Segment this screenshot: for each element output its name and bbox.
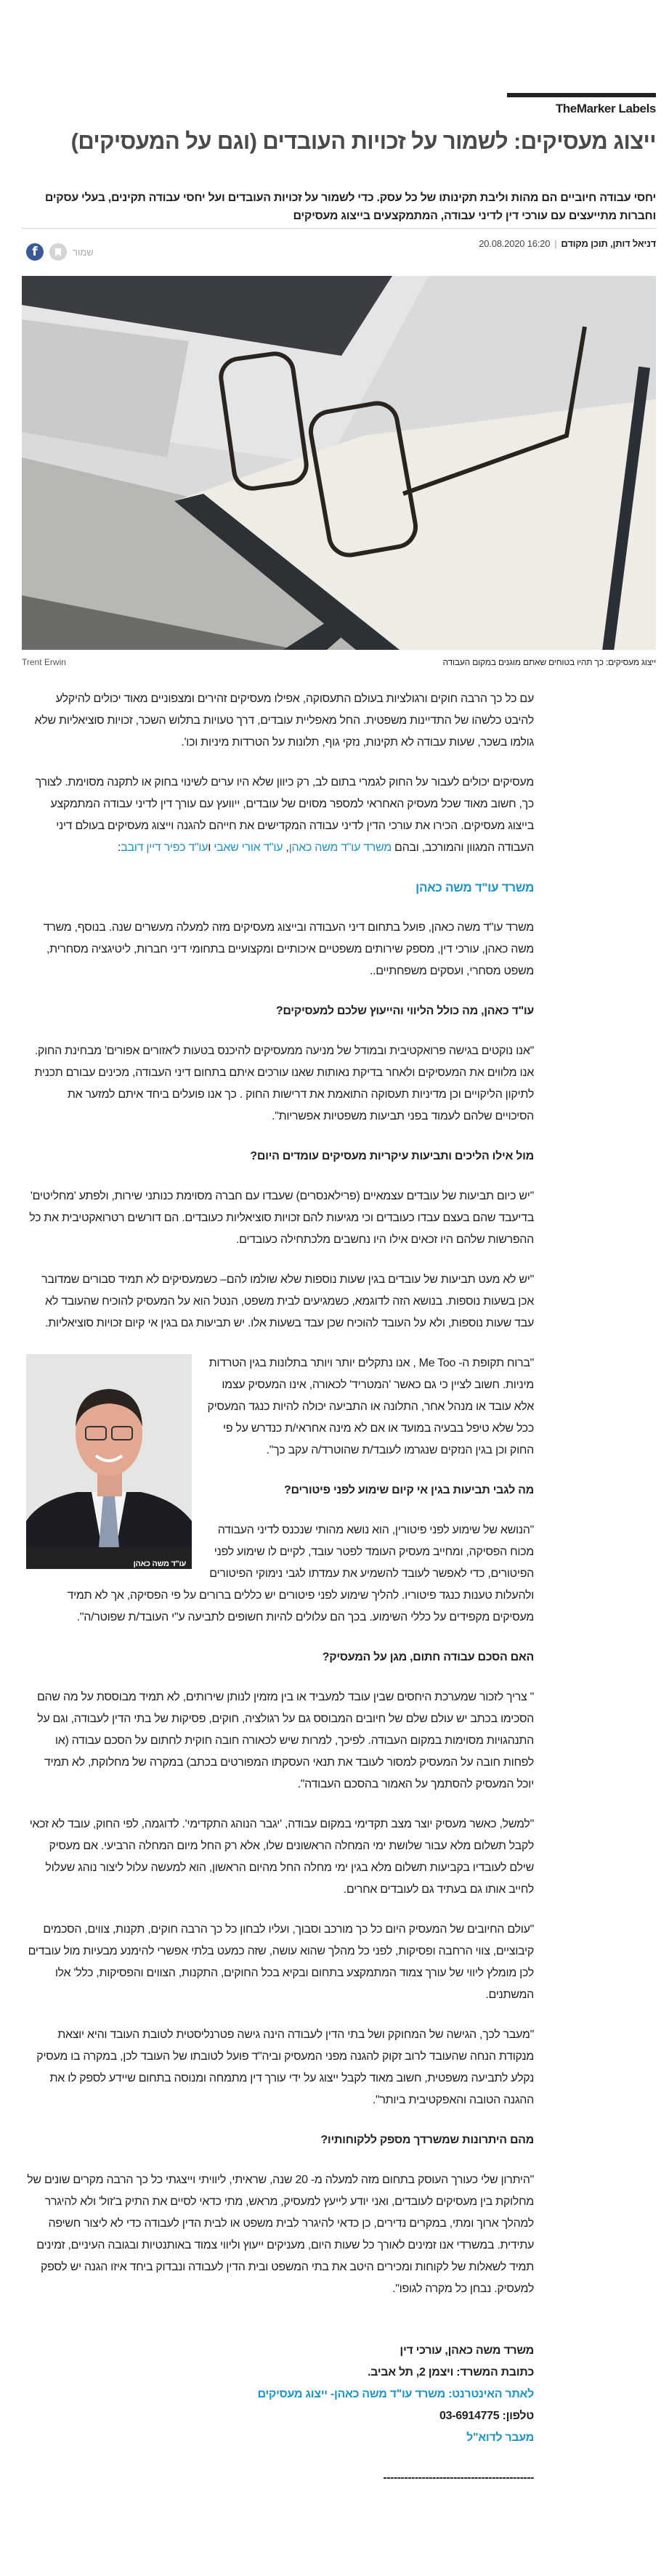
byline-separator: | xyxy=(554,238,557,249)
email-link[interactable]: מעבר לדוא"ל xyxy=(466,2432,534,2444)
hero-caption: ייצוג מעסיקים: כך תהיו בטוחים שאתם מוגנים במקום העבודה xyxy=(442,657,656,667)
question-heading: מה לגבי תביעות בגין אי קיום שימוע לפני פיטורים? xyxy=(284,1484,534,1496)
link-kfir-dayan-dovev[interactable]: עו"ד כפיר דיין דובב xyxy=(121,841,208,854)
office-heading: משרד עו"ד משה כאהן xyxy=(415,881,534,894)
paragraph: "יש כיום תביעות של עובדים עצמאיים (פרילאנסרים) שעבדו עם חברה מסוימת כנותני שירות, ולפתע 'מחליטים' בדיעבד שהם בעצם עבדו כעובדים וכי מגיעות להם זכויות סוציאליות כעובדים. הם דורשים רטרואקטיבית את כל ההפרשות שלהם היו זכאים אילו היו נחשבים מלכתחילה כעובדים. xyxy=(29,1190,534,1246)
question-heading: עו"ד כאהן, מה כולל הליווי והייעוץ שלכם למעסיקים? xyxy=(275,1005,534,1017)
text: , xyxy=(283,841,289,854)
hero-image xyxy=(22,276,656,650)
bookmark-icon xyxy=(54,248,62,257)
facebook-share-button[interactable] xyxy=(26,243,44,261)
text: : xyxy=(118,841,121,854)
paragraph: משרד עו"ד משה כאהן, פועל בתחום דיני העבודה ובייצוג מעסיקים מזה למעלה מעשרים שנה. בנוסף, משרד משה כאהן, עורכי דין, מספק שירותים משפטיים איכותיים ומקצועיים בתחומי דיני חברות, ליטיגציה מסחרית, משפט מסחרי, ועסקים משפחתיים.. xyxy=(43,921,534,977)
lawyer-photo xyxy=(26,1354,192,1569)
facebook-icon: f xyxy=(32,245,38,259)
article-title: ייצוג מעסיקים: לשמור על זכויות העובדים (וגם על המעסיקים) xyxy=(70,129,656,154)
article-subtitle: יחסי עבודה חיוביים הם מהות וליבת תקינותו של כל עסק. כדי לשמור על זכויות העובדים ועל יחסי עבודה תקינים, בעלי עסקים וחברות מתייעצים עם עורכי דין לדיני עבודה, המתמקצעים בייצוג מעסיקים xyxy=(44,192,656,222)
byline-date: 20.08.2020 16:20 xyxy=(479,238,551,249)
paragraph: "מעבר לכך, הגישה של המחוקק ושל בתי הדין לעבודה הינה גישה פטרנליסטית לטובת העובד והיא יוצאת מנקודת הנחה שהעובד לרוב זקוק להגנה מפני המעסיק וביה"ד פועל לטובתו של העובד לכן, במקרה בו מעסיק נקלע לתביעה משפטית, חשוב מאוד לקבל ייצוג על ידי עורך דין מתמחה ומנוסה בתחום שיידע לספק לו את ההגנה הטובה והאפקטיבית ביותר". xyxy=(36,2029,534,2106)
question-heading: מול אילו הליכים ותביעות עיקריות מעסיקים עומדים היום? xyxy=(250,1150,534,1162)
paragraph: עם כל כך הרבה חוקים ורגולציות בעולם התעסוקה, אפילו מעסיקים זהירים ומצפוניים מאוד יכולים להיקלע להיבט כלשהו של התדיינות משפטית. החל מאפליית עובדים, דרך טעויות בתלוש השכר, זכויות סוציאליות שלא גולמו בשכר, שעות עבודה לא תקינות, נזקי גוף, תלונות על הטרדות מיניות וכו'. xyxy=(34,693,534,749)
paragraph: "עולם החיובים של המעסיק היום כל כך מורכב וסבוך, ועליו לבחון כל כך הרבה חוקים, תקנות, צווים, הסכמים קיבוציים, צווי הרחבה ופסיקות, לפני כל מהלך שהוא עושה, שזה כמעט בלתי אפשרי להימנע מבעיות מול עובדים לכן מומלץ ליווי של עורך צמוד המתמקצע בתחום ובקיא בכל החוקים, התקנות, הצווים והפסיקות, כלל' אלו המשתנים. xyxy=(28,1923,534,2001)
paragraph: "היתרון שלי כעורך העוסק בתחום מזה למעלה מ- 20 שנה, שראיתי, ליוויתי וייצגתי כל כך הרבה מקרים שונים של מחלוקת בין מעסיקים לעובדים, ואני יודע לייעץ למעסיק, מראש, מתי כדאי לסיים את התיק ב'זול' ולא להיגרר למהלך ארוך ומתי, במקרים נדירים, כן כדאי להיגרר לבית משפט או לבית הדין לעבודה כדי לא ליצור חשיפה עתידית. במשרדי אנו זמינים לאורך כל שעות היום, מעניקים ייעוץ וליווי צמוד באותנטיות ובגובה העיניים, זמינים תמיד לשאלות של לקוחות ומכירים היטב את בתי המשפט ובית הדין לעבודה ונבדוק ביחד איזו הגנה יש לספק למעסיק. נבחן כל מקרה לגופו". xyxy=(27,2174,534,2295)
save-button[interactable] xyxy=(49,243,67,261)
paragraph: "ברוח תקופת ה- Me Too , אנו נתקלים יותר ויותר בתלונות בגין הטרדות מיניות. חשוב לציין כי גם כאשר 'המטריד' לכאורה, אינו המעסיק עצמו אלא עובד או מנהל אחר, התלונה או התביעה יכולה להיות כנגד המעסיק ככל שלא טיפל בבעיה במועד או אם לא מינה אחראי/ת כנדרש על פי החוק וכן בגין הנזקים שנגרמו לעובד/ת שהוטרד/ה עקב כך". xyxy=(207,1357,534,1456)
question-heading: האם הסכם עבודה חתום, מגן על המעסיק? xyxy=(322,1651,534,1663)
paragraph: "למשל, כאשר מעסיק יוצר מצב תקדימי במקום עבודה, 'יגבר הנוהג התקדימי'. לדוגמה, לפי החוק, עובד לא זכאי לקבל תשלום מלא עבור שלושת ימי המחלה הראשונים שלו, אלא רק החל מיום המחלה הרביעי. אם מעסיק שילם לעובדיו בקביעות תשלום מלא בגין ימי מחלה החל מהיום הראשון, הוא למעשה עלול ליצור נוהג שעלול לחייב אותו גם בעתיד גם לעובדים אחרים. xyxy=(29,1818,534,1896)
paragraph-text: מעסיקים יכולים לעבור על החוק לגמרי בתום לב, רק כיוון שלא היו ערים לשינוי בחוק או לתקנה מסוימת. לצורך כך, חשוב מאוד שכל מעסיק האחראי למספר מסוים של עובדים, ייוועץ עם עורך דין לדיני עבודה המתמקצע בייצוג מעסיקים. הכירו את עורכי הדין לדיני עבודה המקדישים את חייהם להגנה וייצוג מעסיקים בעולם דיני העבודה המגוון והמורכב, ובהם xyxy=(35,776,534,854)
article-body xyxy=(26,688,534,2507)
paragraph: "הנושא של שימוע לפני פיטורין, הוא נושא מהותי שנכנס לדיני העבודה מכוח הפסיקה, ומחייב מעסיק העומד לפטר עובד, לקיים לו שימוע לפני הפיטורים, כדי לאפשר לעובד להשמיע את עמדתו לגבי נימוקי הפיטורים ולהעלות טענות כנגד פיטוריו. להליך שימוע לפני פיטורים יש כללים ברורים על פי הפסיקה, אך לא תמיד מעסיקים מקפידים על כללי השימוע. בכך הם עלולים להיות חשופים לתביעה ע"י העובד/ת שפוטר/ה". xyxy=(67,1524,534,1623)
link-uri-shaabi[interactable]: עו"ד אורי שאבי xyxy=(214,841,283,854)
link-moshe-cahan-office[interactable]: משרד עו"ד משה כאהן xyxy=(288,841,392,854)
lawyer-portrait xyxy=(26,1354,192,1569)
contact-address: כתובת המשרד: ויצמן 2, תל אביב. xyxy=(367,2366,534,2379)
save-label[interactable]: שמור xyxy=(73,246,94,258)
byline-author[interactable]: דניאל דותן, תוכן מקודם xyxy=(561,238,656,249)
paragraph xyxy=(26,772,534,859)
paragraph: " צריך לזכור שמערכת היחסים שבין עובד למעביד או בין מזמין לנותן שירותים, לא תמיד מבוססת על מה שהם הסכימו בכתב יש עולם שלם של חיובים המבוסס גם על רגולציה, חוקים, פסיקות של בתי הדין לעבודה, וגם על התנהגויות מסוימות במקום העבודה. לפיכך, למרות שיש לכאורה חובה חוקית לחתום על הסכם עבודה (או לפחות חובה על המעסיק למסור לעובד את תנאי העסקתו המפורטים בכתב) במקרה של מחלוקת, לא תמיד יוכל המעסיק להסתמך על האמור בהסכם העבודה". xyxy=(36,1691,534,1790)
photo-caption: עו"ד משה כאהן xyxy=(26,1547,192,1569)
contact-phone: טלפון: 03-6914775 xyxy=(439,2410,534,2422)
contact-office: משרד משה כאהן, עורכי דין xyxy=(400,2344,534,2357)
header-divider xyxy=(22,228,656,229)
paragraph: "אנו נוקטים בגישה פרואקטיבית ובמודל של מניעה ממעסיקים להיכנס בטעות ל'אזורים אפורים' מבחינת החוק. אנו מלווים את המעסיקים ולאחר בדיקת נאותות שאנו עורכים איתם בתחום דיני העבודה, מכינים עבורם תכנית לתיקון הליקויים וכן מדיניות תעסוקה התואמת את דרישות החוק . כך אנו פועלים ביחד איתם למזער את הסיכויים שלהם לעמוד בפני תביעות משפטיות אפשריות". xyxy=(34,1045,534,1122)
section-bar xyxy=(507,93,656,97)
paragraph: "יש לא מעט תביעות של עובדים בגין שעות נוספות שלא שולמו להם– כשמעסיקים לא תמיד סבורים שמדובר אכן בשעות נוספות. בנושא הזה לדוגמא, כשמגיעים לבית משפט, הנטל הוא על המעסיק להוכיח שהעובד לא עבד שעות נוספות, ולא על העובד להוכיח שכן עבד בשעות אלו. יש תביעות גם בגין אי קיום זכויות סוציאליות. xyxy=(41,1273,534,1329)
section-label[interactable]: TheMarker Labels xyxy=(555,102,656,115)
byline xyxy=(479,238,656,249)
share-bar xyxy=(26,243,94,261)
separator-dashes: ------------------------------------------- xyxy=(383,2471,534,2484)
hero-credit: Trent Erwin xyxy=(22,657,66,667)
text: ו xyxy=(208,841,214,854)
question-heading: מהם היתרונות שמשרדך מספק ללקוחותיו? xyxy=(320,2134,534,2146)
website-link[interactable]: לאתר האינטרנט: משרד עו"ד משה כאהן- ייצוג מעסיקים xyxy=(257,2388,534,2400)
